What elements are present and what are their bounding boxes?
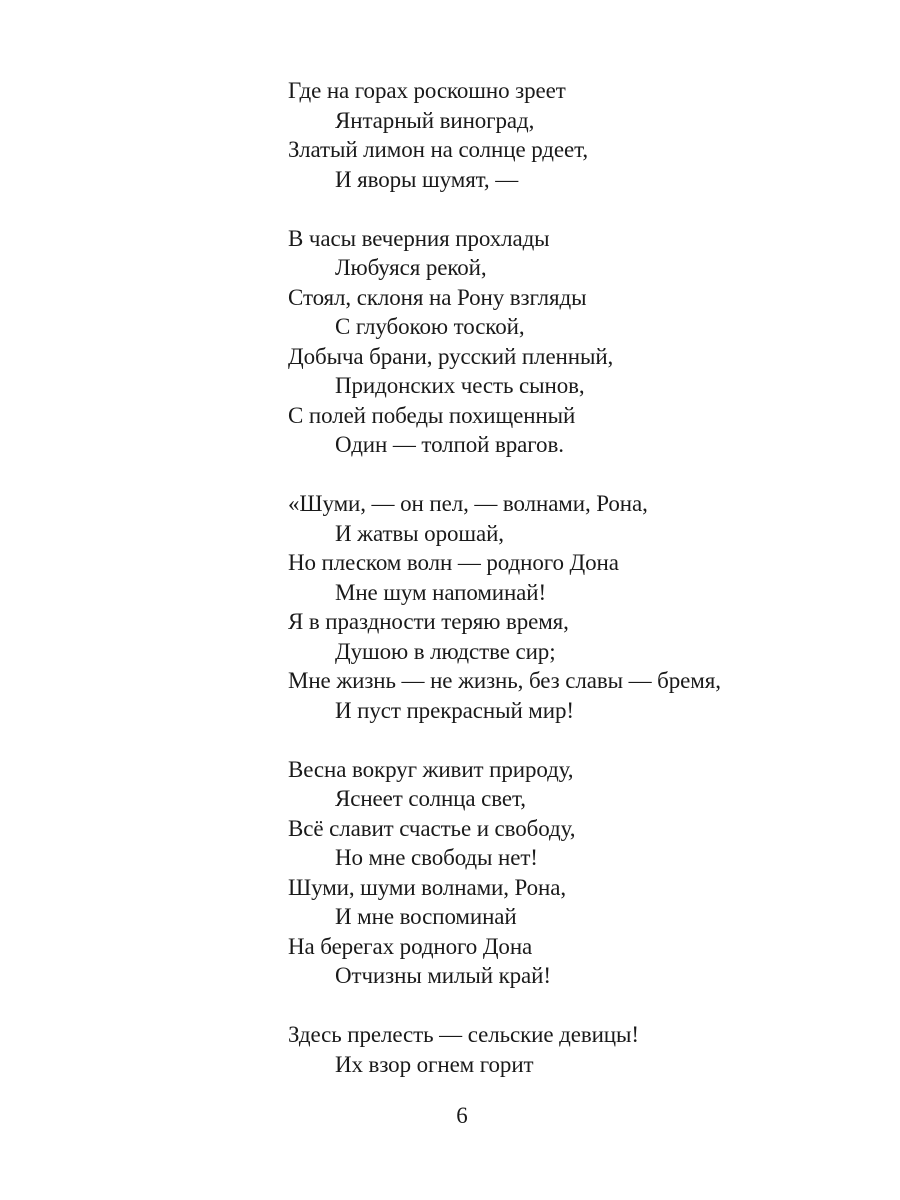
poem-line: Весна вокруг живит природу, <box>288 756 574 782</box>
poem-line: Златый лимон на солнце рдеет, <box>288 137 588 162</box>
poem-line-indented: Один — толпой врагов. <box>335 432 564 457</box>
poem-line-indented: Любуяся рекой, <box>335 255 487 280</box>
poem-line-indented: Отчизны милый край! <box>335 963 551 988</box>
poem-line: На берегах родного Дона <box>288 933 533 959</box>
poem-body <box>288 76 808 1109</box>
poem-line: Где на горах роскошно зреет <box>288 78 566 103</box>
poem-line-indented: Придонских честь сынов, <box>335 373 585 398</box>
poem-line-indented: С глубокою тоской, <box>335 314 525 339</box>
poem-line-indented: И яворы шумят, — <box>335 166 519 192</box>
poem-line: Всё славит счастье и свободу, <box>288 815 576 841</box>
poem-line-indented: Яснеет солнца свет, <box>335 786 526 811</box>
poem-line: Стоял, склоня на Рону взгляды <box>288 284 587 310</box>
stanza-4 <box>288 755 808 991</box>
poem-line-indented: И пуст прекрасный мир! <box>335 697 574 723</box>
stanza-5 <box>288 1020 808 1079</box>
poem-line: Здесь прелесть — сельские девицы! <box>288 1022 639 1047</box>
poem-line-indented: И мне воспоминай <box>335 904 517 929</box>
poem-line: С полей победы похищенный <box>288 402 576 428</box>
page-number: 6 <box>456 1103 468 1128</box>
poem-line: Шуми, шуми волнами, Рона, <box>288 874 567 900</box>
stanza-1 <box>288 76 808 194</box>
poem-line-indented: Душою в людстве сир; <box>335 638 556 664</box>
poem-line-indented: Мне шум напоминай! <box>335 579 547 605</box>
poem-line: Я в праздности теряю время, <box>288 609 569 634</box>
poem-line-indented: Но мне свободы нет! <box>335 845 538 870</box>
poem-line-indented: Их взор огнем горит <box>335 1051 534 1077</box>
poem-line-indented: И жатвы орошай, <box>335 520 504 546</box>
poem-line: «Шуми, — он пел, — волнами, Рона, <box>288 491 648 516</box>
poem-line-indented: Янтарный виноград, <box>335 107 535 133</box>
stanza-2 <box>288 224 808 460</box>
poem-line: Мне жизнь — не жизнь, без славы — бремя, <box>288 668 721 693</box>
poem-line: Но плеском волн — родного Дона <box>288 550 619 575</box>
poem-line: В часы вечерния прохлады <box>288 225 550 251</box>
stanza-3 <box>288 489 808 725</box>
poem-line: Добыча брани, русский пленный, <box>288 343 614 369</box>
